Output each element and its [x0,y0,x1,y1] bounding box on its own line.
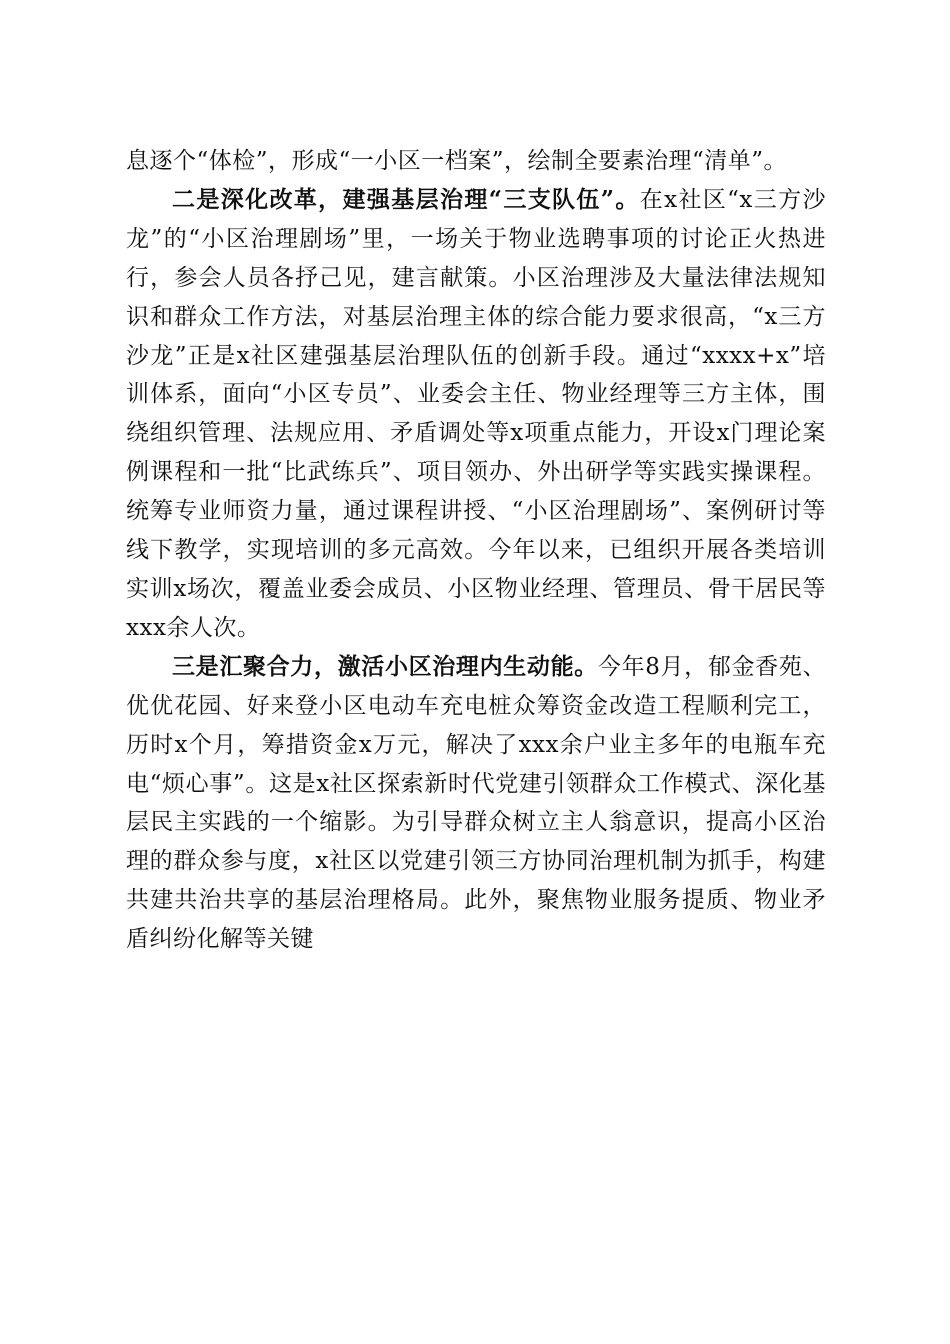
paragraph-1-text: 息逐个“体检”，形成“一小区一档案”，绘制全要素治理“清单”。 [126,148,788,174]
paragraph-2 [126,181,826,648]
paragraph-3-lead: 三是汇聚合力，激活小区治理内生动能。 [172,652,598,680]
paragraph-2-text: 在x社区“x三方沙龙”的“小区治理剧场”里，一场关于物业选聘事项的讨论正火热进行，参会人员各抒己见，建言献策。小区治理涉及大量法律法规知识和群众工作方法，对基层治理主体的综合能力要求很高，“x三方沙龙”正是x社区建强基层治理队伍的创新手段。通过“xxxx+x”培训体系，面向“小区专员”、业委会主任、物业经理等三方主体，围绕组织管理、法规应用、矛盾调处等x项重点能力，开设x门理论案例课程和一批“比武练兵”、项目领办、外出研学等实践实操课程。统筹专业师资力量，通过课程讲授、“小区治理剧场”、案例研讨等线下教学，实现培训的多元高效。今年以来，已组织开展各类培训实训x场次，覆盖业委会成员、小区物业经理、管理员、骨干居民等xxx余人次。 [126,186,826,641]
paragraph-2-lead: 二是深化改革，建强基层治理“三支队伍”。 [172,185,640,213]
paragraph-1 [126,142,826,181]
paragraph-3 [126,648,826,959]
body-text [126,142,826,959]
paragraph-3-text: 今年8月，郁金香苑、优优花园、好来登小区电动车充电桩众筹资金改造工程顺利完工，历时x个月，筹措资金x万元，解决了xxx余户业主多年的电瓶车充电“烦心事”。这是x社区探索新时代党建引领群众工作模式、深化基层民主实践的一个缩影。为引导群众树立主人翁意识，提高小区治理的群众参与度，x社区以党建引领三方协同治理机制为抓手，构建共建共治共享的基层治理格局。此外，聚焦物业服务提质、物业矛盾纠纷化解等关键 [126,653,826,953]
